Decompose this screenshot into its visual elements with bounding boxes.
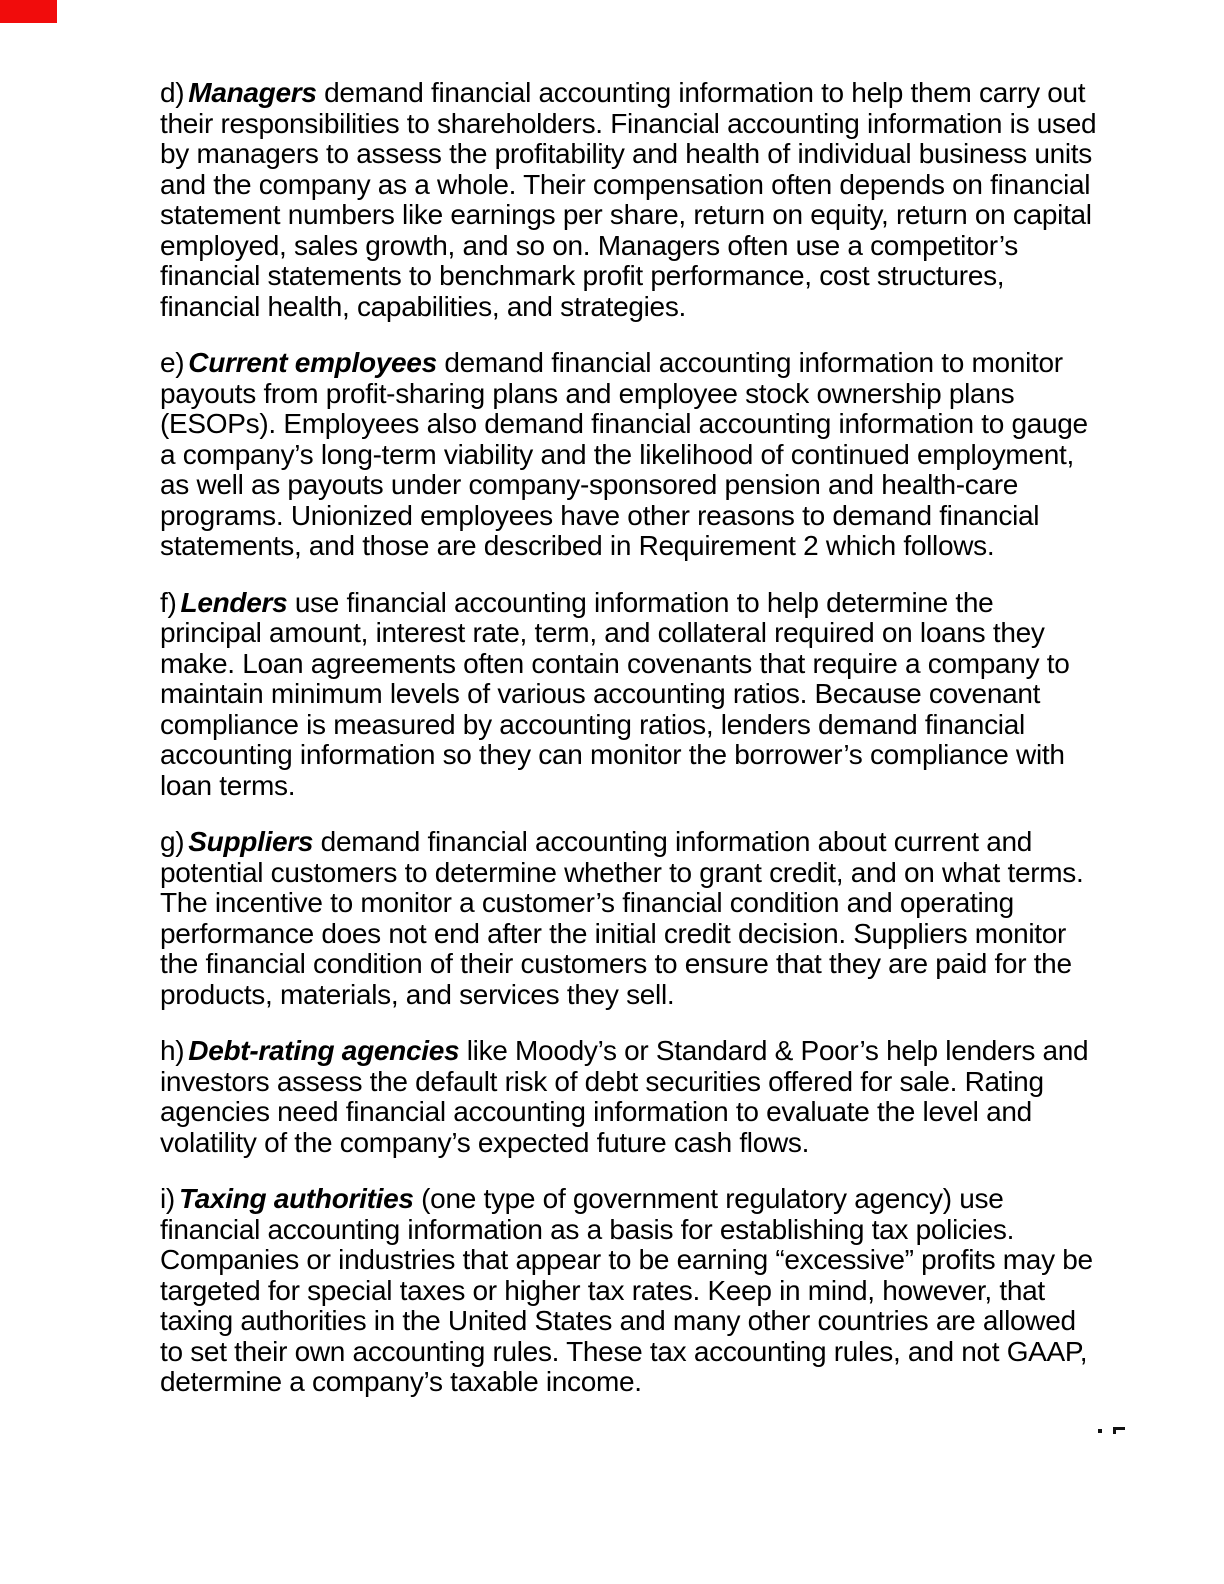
paragraph-d (160, 78, 1150, 322)
text-line: Companies or industries that appear to be earning “excessive” profits may be (160, 1244, 1093, 1275)
paragraph-lead: Lenders (180, 586, 288, 618)
text-line: e) Current employees demand financial accounting information to monitor (160, 347, 1063, 378)
paragraph-lead: Suppliers (188, 826, 314, 857)
text-line: potential customers to determine whether to grant credit, and on what terms. (160, 856, 1084, 888)
paragraph-f (160, 588, 1150, 802)
text-line: targeted for special taxes or higher tax rates. Keep in mind, however, that (160, 1274, 1045, 1306)
paragraph-h (160, 1036, 1150, 1158)
item-label: h) (160, 1035, 185, 1066)
paragraph-lead: Managers (188, 77, 317, 108)
text-line: compliance is measured by accounting ratios, lenders demand financial (160, 708, 1025, 740)
item-label: i) (160, 1183, 175, 1214)
text-line: a company’s long-term viability and the likelihood of continued employment, (160, 438, 1074, 470)
text-line: their responsibilities to shareholders. Financial accounting information is used (160, 107, 1097, 139)
fragment-vertical-stroke (1113, 1427, 1116, 1434)
text-line: statement numbers like earnings per share, return on equity, return on capital (160, 199, 1092, 230)
text-line: i) Taxing authorities (one type of government regulatory agency) use (160, 1183, 1004, 1214)
text-line: financial health, capabilities, and strategies. (160, 290, 687, 322)
text-line: g) Suppliers demand financial accounting information about current and (160, 826, 1033, 857)
text-line: programs. Unionized employees have other reasons to demand financial (160, 499, 1040, 531)
text-line: d) Managers demand financial accounting information to help them carry out (160, 77, 1086, 108)
page-number-fragment-hook (1113, 1427, 1125, 1435)
text-line: make. Loan agreements often contain covenants that require a company to (160, 647, 1070, 679)
text-line: f) Lenders use financial accounting information to help determine the (160, 586, 994, 618)
text-line: principal amount, interest rate, term, and collateral required on loans they (160, 617, 1045, 648)
paragraph-lead: Debt-rating agencies (188, 1035, 460, 1066)
document-text (160, 78, 1150, 1424)
text-line: accounting information so they can monitor the borrower’s compliance with (160, 739, 1065, 770)
text-line: financial accounting information as a basis for establishing tax policies. (160, 1213, 1015, 1245)
text-line: volatility of the company’s expected future cash flows. (160, 1126, 810, 1158)
paragraph-i (160, 1184, 1150, 1398)
paragraph-e (160, 348, 1150, 562)
paragraph-lead: Taxing authorities (178, 1183, 414, 1214)
text-line: statements, and those are described in Requirement 2 which follows. (160, 530, 995, 561)
text-line: and the company as a whole. Their compensation often depends on financial (160, 168, 1091, 200)
text-line: to set their own accounting rules. These tax accounting rules, and not GAAP, (160, 1335, 1088, 1367)
text-line: performance does not end after the initial credit decision. Suppliers monitor (160, 917, 1067, 949)
text-line: the financial condition of their customers to ensure that they are paid for the (160, 948, 1072, 979)
text-line: The incentive to monitor a customer’s financial condition and operating (160, 887, 1014, 918)
text-line: payouts from profit-sharing plans and employee stock ownership plans (160, 377, 1015, 409)
item-label: g) (160, 826, 185, 857)
text-line: determine a company’s taxable income. (160, 1366, 642, 1397)
page-number-fragment-dot (1098, 1429, 1102, 1433)
text-line: loan terms. (160, 769, 296, 801)
text-line: financial statements to benchmark profit performance, cost structures, (160, 260, 1005, 291)
item-label: f) (160, 586, 177, 618)
text-line: maintain minimum levels of various accounting ratios. Because covenant (160, 678, 1041, 709)
text-line: employed, sales growth, and so on. Managers often use a competitor’s (160, 229, 1018, 261)
item-label: d) (160, 77, 185, 108)
text-line: agencies need financial accounting information to evaluate the level and (160, 1096, 1032, 1127)
text-line: as well as payouts under company-sponsored pension and health-care (160, 469, 1019, 500)
text-line: (ESOPs). Employees also demand financial accounting information to gauge (160, 408, 1088, 439)
text-line: taxing authorities in the United States and many other countries are allowed (160, 1305, 1076, 1336)
text-line: investors assess the default risk of debt securities offered for sale. Rating (160, 1065, 1044, 1097)
text-line: by managers to assess the profitability and health of individual business units (160, 138, 1092, 169)
paragraph-lead: Current employees (188, 347, 437, 378)
text-line: h) Debt-rating agencies like Moody’s or Standard & Poor’s help lenders and (160, 1035, 1089, 1066)
item-label: e) (160, 347, 185, 378)
scan-artifact-red-block (0, 0, 57, 23)
text-line: products, materials, and services they sell. (160, 978, 675, 1010)
paragraph-g (160, 827, 1150, 1010)
